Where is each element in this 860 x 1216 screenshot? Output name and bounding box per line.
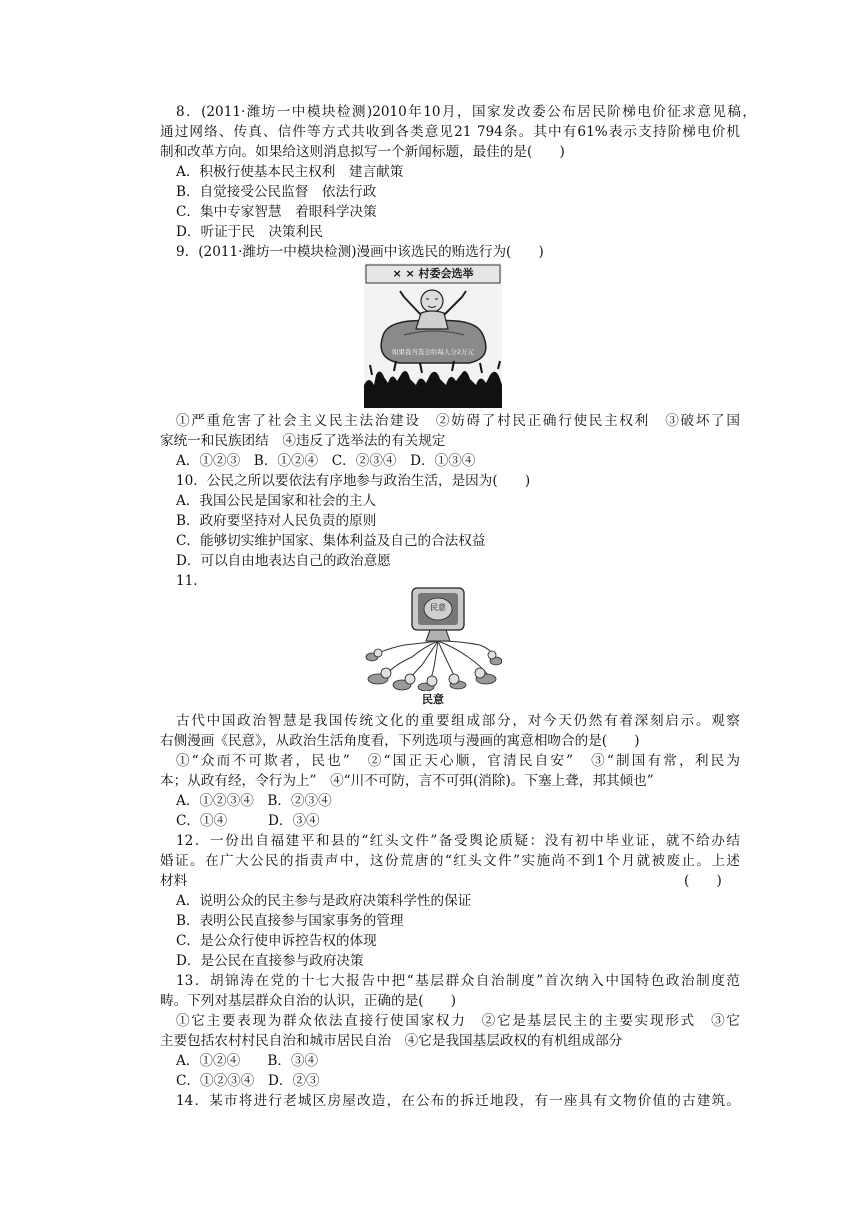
q14-line-1: 14．某市将进行老城区房屋改造，在公布的拆迁地段，有一座具有文物价值的古建筑。 (176, 1093, 740, 1109)
q13-line-1: 13．胡锦涛在党的十七大报告中把“基层群众自治制度”首次纳入中国特色政治制度范 (176, 973, 740, 989)
q11-line-4: 本；从政有经，令行为上” ④“川不可防，言不可弭(消除)。下塞上聋，邦其倾也” (160, 773, 654, 789)
q12-option-c: C．是公众行使申诉控告权的体现 (176, 933, 377, 949)
q8-line-2: 通过网络、传真、信件等方式共收到各类意见21 794条。其中有61%表示支持阶梯电价机 (160, 124, 740, 140)
q12-option-d: D．是公民在直接参与政府决策 (176, 953, 364, 969)
cartoon-title: × × 村委会选举 (392, 267, 474, 280)
q8-option-b: B．自觉接受公民监督 依法行政 (176, 184, 377, 200)
q10-option-c: C．能够切实维护国家、集体利益及自己的合法权益 (176, 533, 486, 549)
q11-line-2: 右侧漫画《民意》，从政治生活角度看，下列选项与漫画的寓意相吻合的是( ) (160, 733, 640, 749)
q11-line-3: ①“众而不可欺者，民也” ②“国正天心顺，官清民自安” ③“制国有常，利民为 (176, 753, 740, 769)
cartoon-screen-text: 民意 (430, 603, 446, 612)
q8-option-a: A．积极行使基本民主权利 建言献策 (176, 164, 404, 180)
cartoon-caption: 如果我当选会给每人分2万元 (391, 348, 475, 356)
q11-options-row-1: A．①②③④ B．②③④ (176, 793, 332, 809)
q13-line-2: 畴。下列对基层群众自治的认识，正确的是( ) (160, 993, 457, 1009)
q13-options-row-2: C．①②③④ D．②③ (176, 1073, 320, 1089)
q11-number: 11. (176, 573, 198, 589)
q10-option-b: B．政府要坚持对人民负责的原则 (176, 513, 377, 529)
q10-line-1: 10．公民之所以要依法有序地参与政治生活，是因为( ) (176, 473, 531, 489)
q12-line-2: 婚证。在广大公民的指责声中，这份荒唐的“红头文件”实施尚不到1个月就被废止。上述 (160, 853, 740, 869)
q8-line-1: 8．(2011·潍坊一中模块检测)2010年10月，国家发改委公布居民阶梯电价征求意见稿， (176, 104, 756, 120)
q9-line-1: 9．(2011·潍坊一中模块检测)漫画中该选民的贿选行为( ) (176, 244, 544, 260)
q8-option-c: C．集中专家智慧 着眼科学决策 (176, 204, 377, 220)
q13-options-row-1: A．①②④ B．③④ (176, 1053, 319, 1069)
q13-line-3: ①它主要表现为群众依法直接行使国家权力 ②它是基层民主的主要实现形式 ③它 (176, 1013, 740, 1029)
q10-option-a: A．我国公民是国家和社会的主人 (176, 493, 377, 509)
q9-line-3: 家统一和民族团结 ④违反了选举法的有关规定 (160, 433, 446, 449)
q12-line-1: 12．一份出自福建平和县的“红头文件”备受舆论质疑：没有初中毕业证，就不给办结 (176, 833, 740, 849)
q13-line-4: 主要包括农村村民自治和城市居民自治 ④它是我国基层政权的有机组成部分 (160, 1033, 623, 1049)
q9-options: A．①②③ B．①②④ C．②③④ D．①③④ (176, 453, 476, 469)
q11-options-row-2: C．①④ D．③④ (176, 813, 320, 829)
q12-option-a: A．说明公众的民主参与是政府决策科学性的保证 (176, 893, 472, 909)
q8-line-3: 制和改革方向。如果给这则消息拟写一个新闻标题，最佳的是( ) (160, 144, 565, 160)
q8-option-d: D．听证于民 决策利民 (176, 224, 323, 240)
q9-line-2: ①严重危害了社会主义民主法治建设 ②妨碍了村民正确行使民主权利 ③破坏了国 (176, 413, 740, 429)
public-opinion-cartoon (364, 583, 502, 708)
election-bribery-cartoon (364, 263, 502, 408)
q12-option-b: B．表明公民直接参与国家事务的管理 (176, 913, 404, 929)
q12-line-3: 材料 (160, 873, 188, 889)
cartoon-caption-public-opinion: 民意 (422, 693, 444, 706)
q12-answer-paren: ( ) (684, 873, 722, 889)
q10-option-d: D．可以自由地表达自己的政治意愿 (176, 553, 391, 569)
q11-line-1: 古代中国政治智慧是我国传统文化的重要组成部分，对今天仍然有着深刻启示。观察 (176, 713, 740, 729)
